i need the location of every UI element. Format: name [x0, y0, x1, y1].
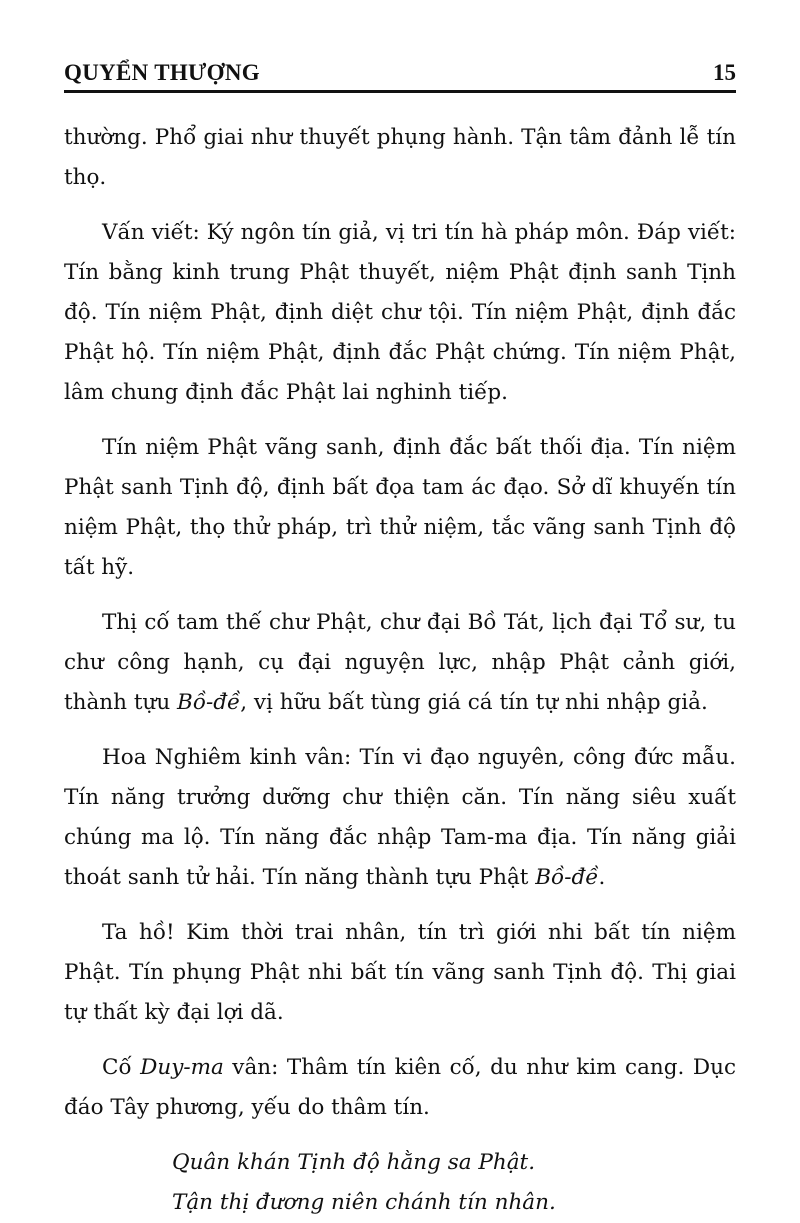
paragraph-4-text-a: Thị cố tam thế chư Phật, chư đại Bồ Tát, lịch đại Tổ sư, tu chư công hạnh, cụ đại nguyện lực, nhập Phật cảnh giới, thành tựu	[64, 610, 736, 715]
paragraph-7-italic-term: Duy-ma	[140, 1055, 224, 1080]
page-number: 15	[713, 60, 736, 85]
paragraph-1	[64, 118, 736, 198]
paragraph-2	[64, 213, 736, 413]
paragraph-3	[64, 428, 736, 588]
paragraph-5-text-b: .	[598, 865, 606, 890]
header-rule	[64, 90, 736, 93]
paragraph-7-text-a: Cố	[102, 1055, 141, 1080]
paragraph-6-text: Ta hồ! Kim thời trai nhân, tín trì giới nhi bất tín niệm Phật. Tín phụng Phật nhi bất tín vãng sanh Tịnh độ. Thị giai tự thất kỳ đại lợi dã.	[64, 920, 736, 1025]
running-header	[64, 56, 736, 96]
verse-line-1: Quân khán Tịnh độ hằng sa Phật.	[172, 1150, 536, 1175]
paragraph-7	[64, 1048, 736, 1128]
verse-line-2: Tận thị đương niên chánh tín nhân.	[172, 1190, 556, 1215]
paragraph-1-text: thường. Phổ giai như thuyết phụng hành. Tận tâm đảnh lễ tín thọ.	[64, 125, 736, 190]
verse-block	[172, 1143, 736, 1223]
paragraph-4-text-b: , vị hữu bất tùng giá cá tín tự nhi nhập giả.	[240, 690, 708, 715]
running-title: QUYỂN THƯỢNG	[64, 60, 260, 85]
paragraph-5	[64, 738, 736, 898]
paragraph-5-text-a: Hoa Nghiêm kinh vân: Tín vi đạo nguyên, công đức mẫu. Tín năng trưởng dưỡng chư thiện căn. Tín năng siêu xuất chúng ma lộ. Tín năng đắc nhập Tam-ma địa. Tín năng giải thoát sanh tử hải. Tín năng thành tựu Phật	[64, 745, 736, 890]
paragraph-5-italic-term: Bồ-đề	[535, 865, 599, 890]
paragraph-2-text: Vấn viết: Ký ngôn tín giả, vị tri tín hà pháp môn. Đáp viết: Tín bằng kinh trung Phật thuyết, niệm Phật định sanh Tịnh độ. Tín niệm Phật, định diệt chư tội. Tín niệm Phật, định đắc Phật hộ. Tín niệm Phật, định đắc Phật chứng. Tín niệm Phật, lâm chung định đắc Phật lai nghinh tiếp.	[64, 220, 736, 405]
paragraph-4-italic-term: Bồ-đề	[177, 690, 241, 715]
paragraph-6	[64, 913, 736, 1033]
paragraph-3-text: Tín niệm Phật vãng sanh, định đắc bất thối địa. Tín niệm Phật sanh Tịnh độ, định bất đọa tam ác đạo. Sở dĩ khuyến tín niệm Phật, thọ thử pháp, trì thử niệm, tắc vãng sanh Tịnh độ tất hỹ.	[64, 435, 736, 580]
paragraph-4	[64, 603, 736, 723]
paragraph-7-text-b: vân: Thâm tín kiên cố, du như kim cang. Dục đáo Tây phương, yếu do thâm tín.	[64, 1055, 736, 1120]
body-text	[64, 118, 736, 1223]
